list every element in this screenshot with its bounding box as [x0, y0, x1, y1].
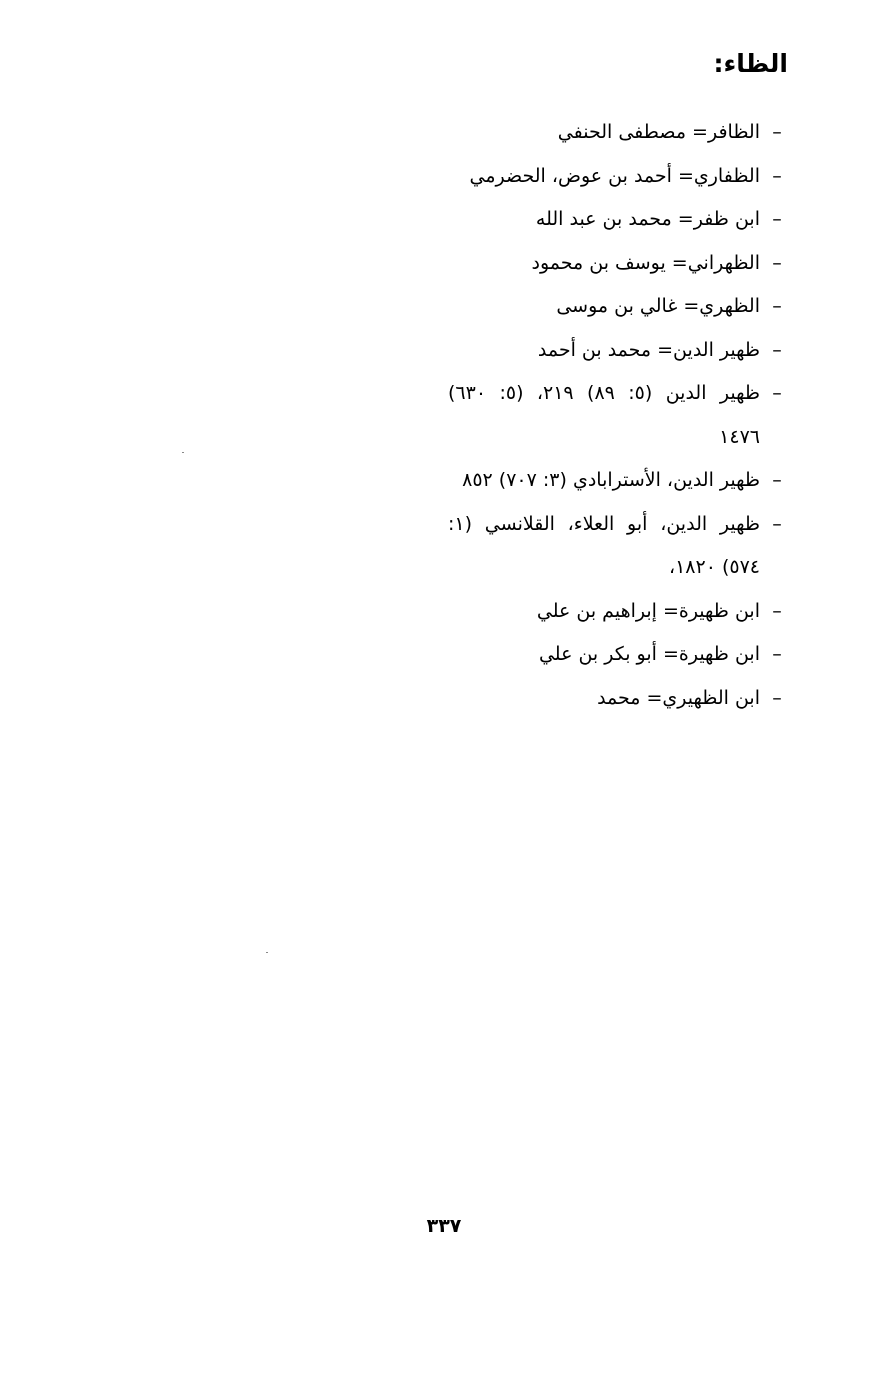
- entry-text: ظهير الدين= محمد بن أحمد: [537, 338, 760, 361]
- index-entry: [448, 242, 784, 286]
- entry-text: ابن الظهيري= محمد: [597, 686, 760, 709]
- entry-dash: –: [772, 382, 782, 404]
- index-entry: [448, 111, 784, 155]
- entry-dash: –: [772, 469, 782, 491]
- entry-dash: –: [772, 164, 782, 187]
- entry-dash: –: [772, 686, 782, 709]
- index-entry: [448, 198, 784, 242]
- index-entry: [448, 677, 784, 721]
- entry-text: ابن ظهيرة= أبو بكر بن علي: [538, 643, 760, 665]
- entry-dash: –: [772, 338, 782, 361]
- entry-text: الظفاري= أحمد بن عوض، الحضرمي: [469, 164, 760, 187]
- page-number: ٣٣٧: [426, 1215, 462, 1237]
- entry-dash: –: [772, 643, 782, 665]
- entry-text: ابن ظهيرة= إبراهيم بن علي: [536, 599, 760, 622]
- entry-text: الظهراني= يوسف بن محمود: [531, 251, 760, 274]
- index-entry: [448, 503, 784, 590]
- entry-text: الظهري= غالي بن موسى: [556, 295, 760, 317]
- section-heading: الظاء:: [713, 49, 788, 78]
- index-entry: [448, 590, 784, 634]
- entry-text: ظهير الدين، الأسترابادي (٣: ٧٠٧) ٨٥٢: [462, 469, 760, 491]
- entry-text: ابن ظفر= محمد بن عبد الله: [535, 208, 760, 230]
- index-entry: [448, 633, 784, 677]
- index-entry: [448, 155, 784, 199]
- index-entries: [448, 111, 784, 720]
- entry-dash: –: [772, 208, 782, 230]
- scan-speck: [266, 952, 268, 953]
- index-entry: [448, 329, 784, 373]
- index-entry: [448, 372, 784, 459]
- entry-dash: –: [772, 295, 782, 317]
- entry-dash: –: [772, 599, 782, 622]
- scan-speck: [182, 452, 184, 453]
- entry-dash: –: [772, 251, 782, 274]
- entry-text: ظهير الدين (٥: ٨٩) ٢١٩، (٥: ٦٣٠) ١٤٧٦: [448, 382, 760, 448]
- index-entry: [448, 285, 784, 329]
- entry-dash: –: [772, 512, 782, 535]
- entry-text: الظافر= مصطفى الحنفي: [557, 121, 760, 143]
- index-entry: [448, 459, 784, 503]
- entry-dash: –: [772, 121, 782, 143]
- entry-text: ظهير الدين، أبو العلاء، القلانسي (١: ٥٧٤) ١٨٢٠،: [448, 512, 760, 578]
